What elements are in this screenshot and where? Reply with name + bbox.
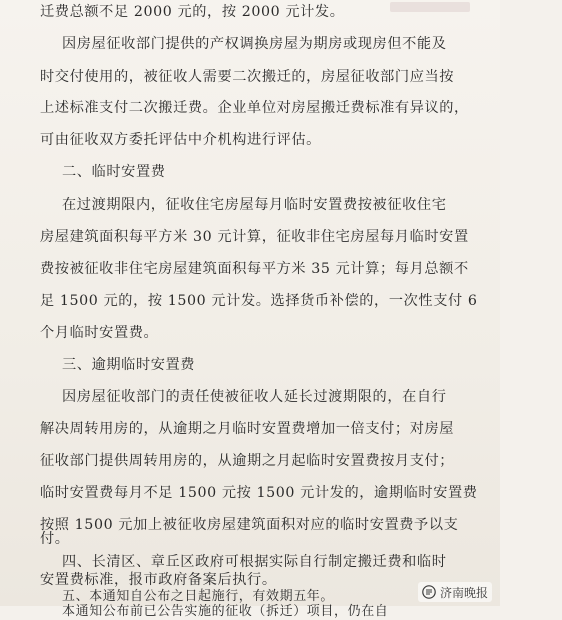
text-line: 上述标准支付二次搬迁费。企业单位对房屋搬迁费标准有异议的，: [40, 100, 469, 116]
text-line: 因房屋征收部门提供的产权调换房屋为期房或现房但不能及: [62, 36, 447, 52]
text-line: 征收部门提供周转用房的，从逾期之月起临时安置费按月支付；: [40, 453, 455, 469]
text-line: 费按被征收非住宅房屋建筑面积每平方米 35 元计算；每月总额不: [40, 261, 469, 277]
text-line: 四、长清区、章丘区政府可根据实际自行制定搬迁费和临时: [62, 554, 447, 570]
text-line: 本通知公布前已公告实施的征收（拆迁）项目，仍在自: [62, 604, 389, 619]
text-line: 安置费标准，报市政府备案后执行。: [40, 572, 277, 588]
text-line: 在过渡期限内，征收住宅房屋每月临时安置费按被征收住宅: [62, 197, 447, 213]
text-line: 时交付使用的，被征收人需要二次搬迁的，房屋征收部门应当按: [40, 69, 455, 85]
source-label: 济南晚报: [439, 585, 488, 600]
text-line: 按照 1500 元加上被征收房屋建筑面积对应的临时安置费予以支: [40, 517, 459, 533]
text-line: 可由征收双方委托评估中介机构进行评估。: [40, 132, 321, 148]
source-badge: [418, 582, 492, 602]
text-line: 房屋建筑面积每平方米 30 元计算，征收非住宅房屋每月临时安置: [40, 229, 469, 245]
text-line: 解决周转用房的，从逾期之月临时安置费增加一倍支付；对房屋: [40, 421, 455, 437]
text-line: 迁费总额不足 2000 元的，按 2000 元计发。: [40, 4, 345, 20]
text-line: 五、本通知自公布之日起施行，有效期五年。: [62, 589, 335, 604]
text-line: 付。: [40, 531, 70, 547]
text-line: 临时安置费每月不足 1500 元按 1500 元计发的，逾期临时安置费: [40, 485, 478, 501]
text-line: 因房屋征收部门的责任使被征收人延长过渡期限的，在自行: [62, 389, 447, 405]
section-heading: 三、逾期临时安置费: [62, 357, 196, 373]
newspaper-logo-icon: [422, 585, 436, 599]
text-line: 足 1500 元的，按 1500 元计发。选择货币补偿的，一次性支付 6: [40, 293, 478, 309]
section-heading: 二、临时安置费: [62, 164, 166, 180]
text-line: 个月临时安置费。: [40, 325, 159, 341]
